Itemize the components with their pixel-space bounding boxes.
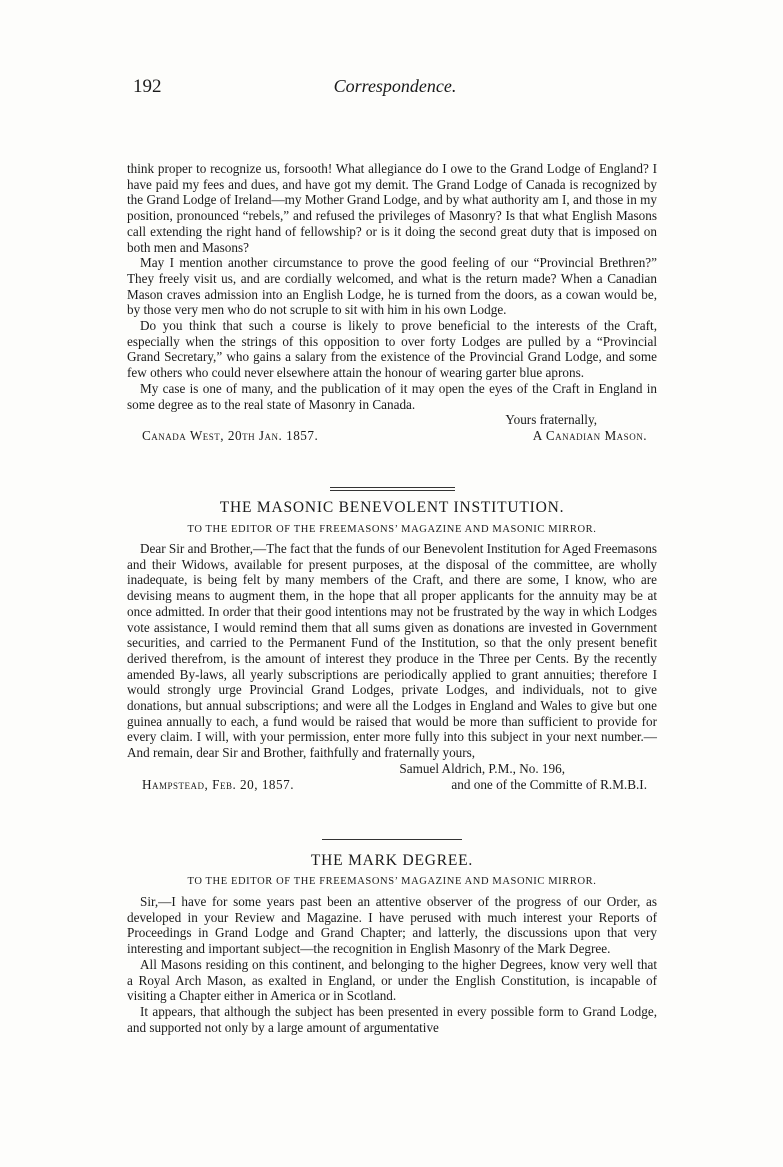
paragraph: Do you think that such a course is likely to prove beneficial to the interests of the Craft, especially when the strings of this opposition to over forty Lodges are pulled by a “Provincial Grand Secretary,” who gains a salary from the existence of the Provincial Grand Lodge, and some few others who could never elsewhere attain the honour of wearing garter blue aprons. <box>127 318 657 381</box>
paragraph: think proper to recognize us, forsooth! What allegiance do I owe to the Grand Lodge of England? I have paid my fees and dues, and have got my demit. The Grand Lodge of Canada is recognized by the Grand Lodge of Ireland—my Mother Grand Lodge, and by what authority am I, and those in my position, pronounced “rebels,” and refused the privileges of Masonry? Is that what English Masons call extending the right hand of fellowship? or is it doing the second great duty that is imposed on both men and Masons? <box>127 161 657 255</box>
addressee-line: TO THE EDITOR OF THE FREEMASONS’ MAGAZINE AND MASONIC MIRROR. <box>187 876 597 887</box>
signature: Samuel Aldrich, P.M., No. 196, <box>399 760 565 776</box>
letter-canadian-mason <box>127 161 657 444</box>
section-title: THE MARK DEGREE. <box>310 852 474 869</box>
paragraph: My case is one of many, and the publication of it may open the eyes of the Craft in England in some degree as to the real state of Masonry in Canada. <box>127 380 657 412</box>
signature: A Canadian Mason. <box>532 427 647 443</box>
letter-mark-degree <box>127 894 657 1035</box>
closing-row <box>127 428 657 444</box>
section-divider <box>322 839 462 840</box>
section-title: THE MASONIC BENEVOLENT INSTITUTION. <box>219 499 565 516</box>
page-header <box>133 76 657 100</box>
paragraph: Dear Sir and Brother,—The fact that the funds of our Benevolent Institution for Aged Freemasons and their Widows, available for present purposes, at the disposal of the committee, are wholly inadequate, is being felt by many members of the Craft, and there are some, I know, who are devising means to augment them, in the hope that all proper applicants for the annuity may be at once admitted. In order that their good intentions may not be frustrated by the way in which Lodges vote assistance, I would remind them that all sums given as donations are invested in Government securities, and carried to the Permanent Fund of the Institution, so that the only present benefit derived therefrom, is the amount of interest they produce in the Three per Cents. By the recently amended By-laws, all yearly subscriptions are periodically applied to grant annuities; therefore I would strongly urge Provincial Grand Lodges, private Lodges, and individuals, not to give donations, but annual subscriptions; and were all the Lodges in England and Wales to give but one guinea annually to each, a fund would be raised that would be more than sufficient to provide for every claim. I will, with your permission, enter more fully into this subject in your next number.—And remain, dear Sir and Brother, faithfully and fraternally yours, <box>127 541 657 761</box>
place-date: Hampstead, Feb. 20, 1857. <box>142 776 295 792</box>
paragraph: It appears, that although the subject has been presented in every possible form to Grand Lodge, and supported not only by a large amount of argumentative <box>127 1003 657 1035</box>
page-number: 192 <box>133 76 162 97</box>
place-date: Canada West, 20th Jan. 1857. <box>142 427 319 443</box>
addressee-line: TO THE EDITOR OF THE FREEMASONS’ MAGAZINE AND MASONIC MIRROR. <box>187 524 597 535</box>
section-divider <box>330 487 455 488</box>
paragraph: May I mention another circumstance to prove the good feeling of our “Provincial Brethren?” They freely visit us, and are cordially welcomed, and what is the return made? When a Canadian Mason craves admission into an English Lodge, he is turned from the doors, as a cowan would be, by those very men who do not scruple to sit with him in his own Lodge. <box>127 255 657 318</box>
letter-benevolent-institution <box>127 541 657 792</box>
closing-row <box>127 777 657 793</box>
paragraph: Sir,—I have for some years past been an attentive observer of the progress of our Order, as developed in your Review and Magazine. I have perused with much interest your Reports of Proceedings in Grand Lodge and Grand Chapter; and latterly, the discussions upon that very interesting and important subject—the recognition in English Masonry of the Mark Degree. <box>127 894 657 957</box>
paragraph: All Masons residing on this continent, and belonging to the higher Degrees, know very well that a Royal Arch Mason, as exalted in England, or under the English Constitution, is incapable of visiting a Chapter either in America or in Scotland. <box>127 956 657 1004</box>
affiliation: and one of the Committe of R.M.B.I. <box>451 776 647 792</box>
running-title: Correspondence. <box>333 76 457 96</box>
valediction: Yours fraternally, <box>505 412 597 428</box>
